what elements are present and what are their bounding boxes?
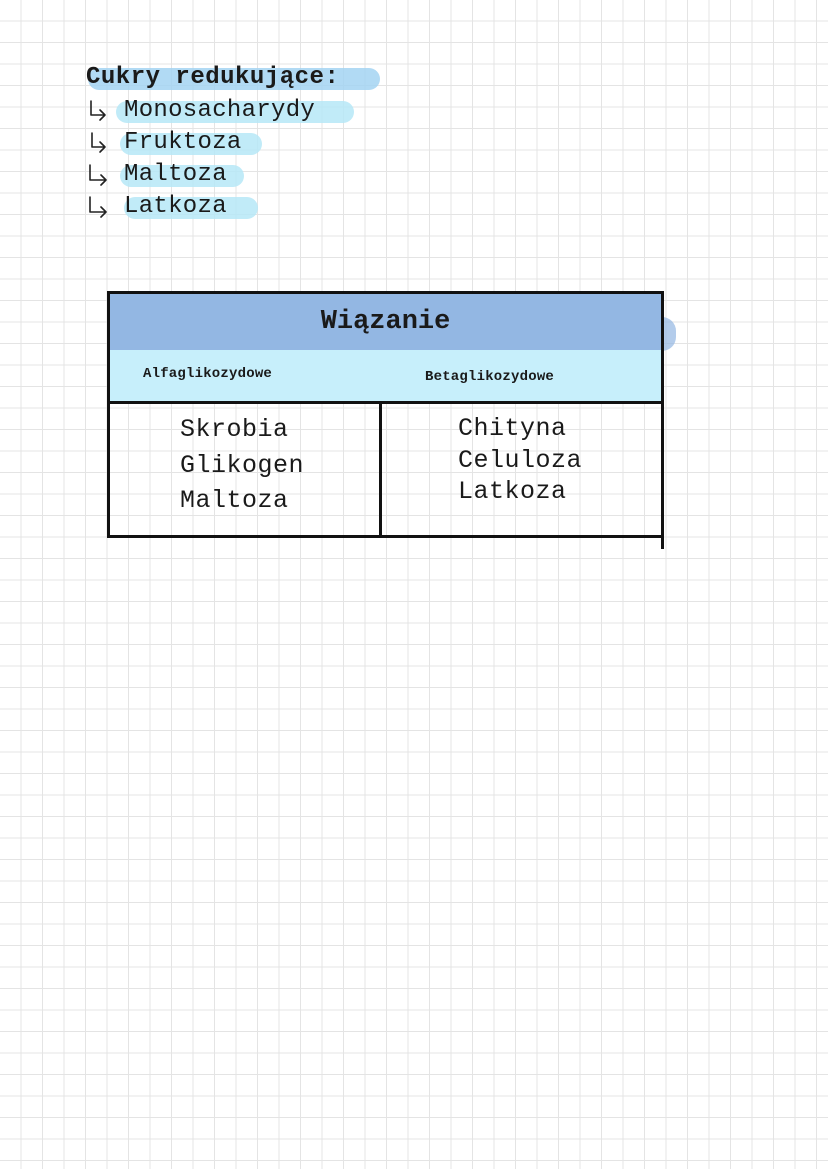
sugar-label: Monosacharydy (124, 97, 316, 124)
list-item: Maltoza (180, 486, 289, 515)
list-item: Latkoza (458, 477, 567, 506)
list-item (86, 95, 386, 127)
list-item: Celuloza (458, 445, 583, 475)
reducing-sugars-list (86, 95, 386, 223)
beta-items-cell (379, 401, 664, 538)
turn-right-arrow-icon (86, 98, 110, 122)
alpha-items-cell (107, 401, 382, 538)
list-item: Glikogen (180, 450, 305, 480)
title-highlight (662, 317, 676, 351)
alpha-items-list (180, 412, 304, 519)
table-border-overhang (661, 535, 664, 549)
beta-items-list (458, 413, 582, 508)
column-header-beta: Betaglikozydowe (425, 369, 555, 385)
list-item (86, 191, 386, 223)
column-header-alpha: Alfaglikozydowe (143, 366, 273, 382)
table-title: Wiązanie (320, 307, 451, 337)
table-title-cell (107, 291, 664, 353)
sugar-label: Maltoza (124, 161, 227, 188)
sugar-label: Fruktoza (124, 129, 242, 156)
glycosidic-bond-table (107, 291, 664, 537)
list-item: Chityna (458, 414, 567, 443)
list-item: Skrobia (180, 415, 289, 444)
list-item (86, 159, 386, 191)
heading-text: Cukry redukujące: (86, 64, 340, 91)
turn-right-arrow-icon (86, 194, 110, 218)
turn-right-arrow-icon (86, 162, 110, 186)
sugar-label: Latkoza (124, 193, 227, 220)
column-header-cell (379, 350, 664, 404)
column-header-cell (107, 350, 382, 404)
turn-right-arrow-icon (86, 130, 110, 154)
notes-heading (86, 63, 339, 93)
list-item (86, 127, 386, 159)
